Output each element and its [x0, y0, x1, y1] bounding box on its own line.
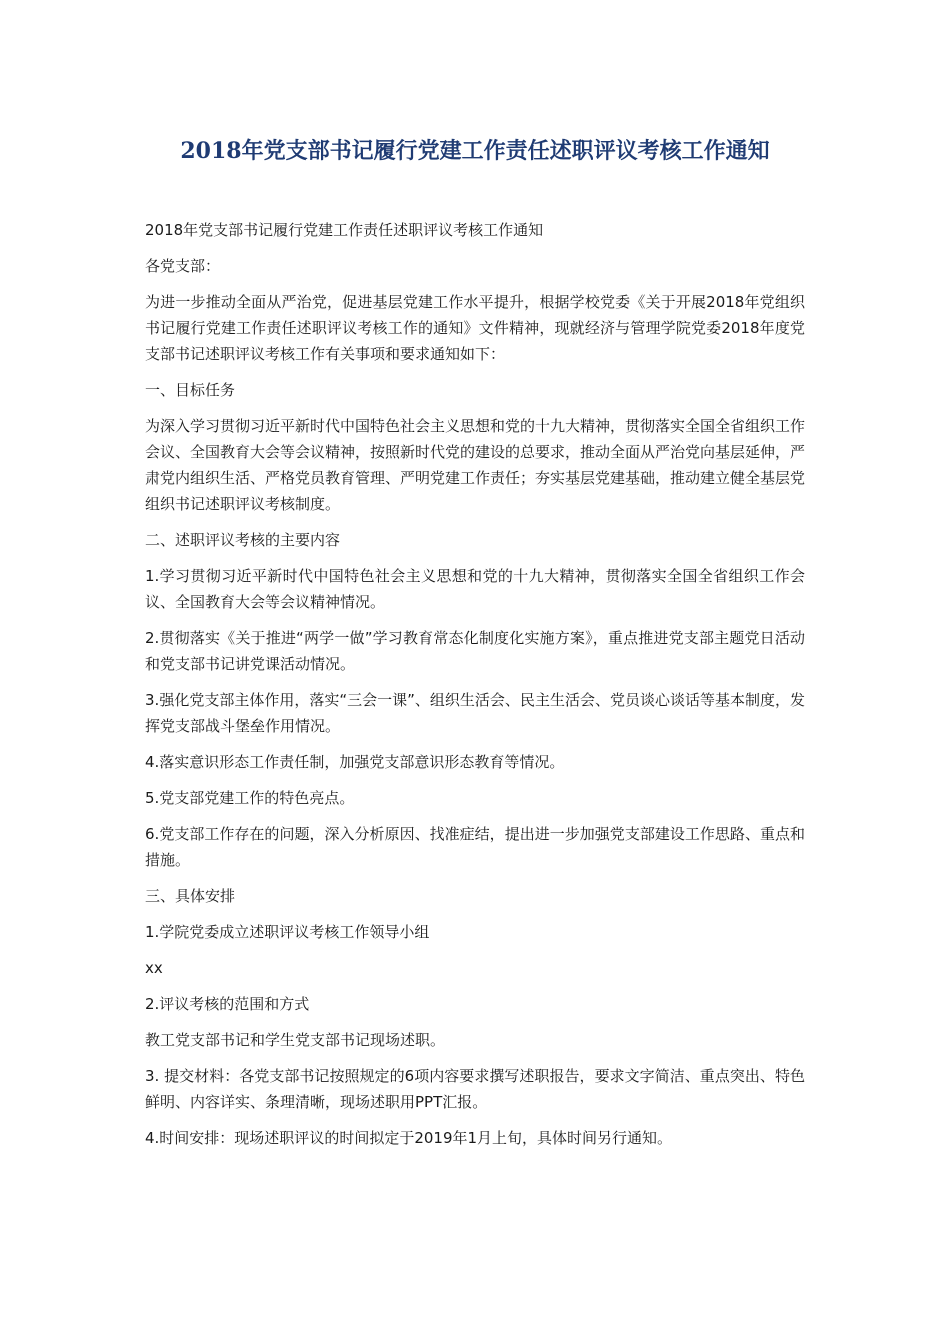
paragraph-group-members: xx	[145, 959, 163, 977]
list-item-content-4: 4.落实意识形态工作责任制，加强党支部意识形态教育等情况。	[145, 753, 565, 771]
list-item-content-2: 2.贯彻落实《关于推进“两学一做”学习教育常态化制度化实施方案》，重点推进党支部主题党日活动和党支部书记讲党课活动情况。	[145, 629, 805, 673]
list-item-arrangement-4: 4.时间安排：现场述职评议的时间拟定于2019年1月上旬，具体时间另行通知。	[145, 1129, 673, 1147]
document-body	[145, 217, 805, 1161]
paragraph-intro: 为进一步推动全面从严治党，促进基层党建工作水平提升，根据学校党委《关于开展2018年党组织书记履行党建工作责任述职评议考核工作的通知》文件精神，现就经济与管理学院党委2018年度党支部书记述职评议考核工作有关事项和要求通知如下：	[145, 293, 805, 363]
section-heading-goals: 一、目标任务	[145, 381, 236, 399]
list-item-content-1: 1.学习贯彻习近平新时代中国特色社会主义思想和党的十九大精神，贯彻落实全国全省组织工作会议、全国教育大会等会议精神情况。	[145, 567, 805, 611]
list-item-arrangement-3: 3. 提交材料：各党支部书记按照规定的6项内容要求撰写述职报告，要求文字简洁、重点突出、特色鲜明、内容详实、条理清晰，现场述职用PPT汇报。	[145, 1067, 805, 1111]
paragraph-salutation: 各党支部：	[145, 257, 221, 275]
list-item-content-3: 3.强化党支部主体作用，落实“三会一课”、组织生活会、民主生活会、党员谈心谈话等基本制度，发挥党支部战斗堡垒作用情况。	[145, 691, 805, 735]
paragraph-goals: 为深入学习贯彻习近平新时代中国特色社会主义思想和党的十九大精神，贯彻落实全国全省组织工作会议、全国教育大会等会议精神，按照新时代党的建设的总要求，推动全面从严治党向基层延伸，严肃党内组织生活、严格党员教育管理、严明党建工作责任；夯实基层党建基础，推动建立健全基层党组织书记述职评议考核制度。	[145, 417, 806, 513]
document-title: 2018年党支部书记履行党建工作责任述职评议考核工作通知	[180, 138, 770, 164]
list-item-content-5: 5.党支部党建工作的特色亮点。	[145, 789, 355, 807]
list-item-arrangement-2: 2.评议考核的范围和方式	[145, 995, 310, 1013]
section-heading-content: 二、述职评议考核的主要内容	[145, 531, 341, 549]
section-heading-arrangement: 三、具体安排	[145, 887, 236, 905]
list-item-content-6: 6.党支部工作存在的问题，深入分析原因、找准症结，提出进一步加强党支部建设工作思路、重点和措施。	[145, 825, 805, 869]
paragraph-scope: 教工党支部书记和学生党支部书记现场述职。	[145, 1031, 446, 1049]
paragraph-subtitle: 2018年党支部书记履行党建工作责任述职评议考核工作通知	[145, 221, 544, 239]
list-item-arrangement-1: 1.学院党委成立述职评议考核工作领导小组	[145, 923, 430, 941]
